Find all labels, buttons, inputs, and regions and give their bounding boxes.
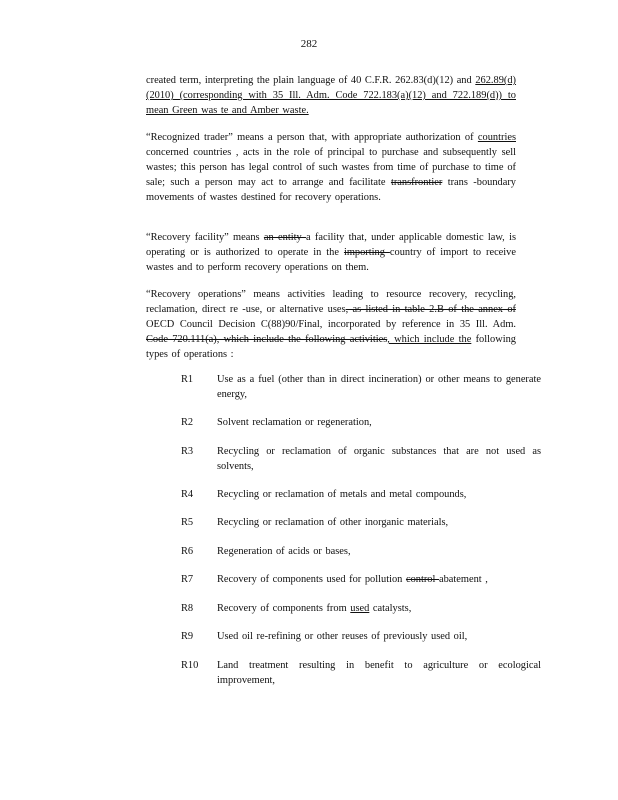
p3-deleted-importing: importing [343,247,390,258]
r8-text-start: Recovery of components from [217,603,351,614]
p4-text-end: following types of operations : [146,334,517,360]
paragraph-recovery-operations [146,287,516,362]
item-code: R6 [181,546,194,557]
item-text [217,572,541,587]
p4-deleted-code-ref: Code 720.111(a), which include the following activities [146,334,388,345]
r8-inserted-used: used [350,603,370,614]
p3-deleted-an-entity: an entity [263,232,306,243]
item-code: R2 [181,417,194,428]
item-text [217,601,541,616]
p4-text-middle: OECD Council Decision C(88)90/Final, incorporated by reference in 35 Ill. Adm. [146,319,516,330]
item-code: R9 [181,631,194,642]
p4-deleted-table-ref: , as listed in table 2.B of the annex of [345,304,516,315]
item-text: Solvent reclamation or regeneration, [217,417,372,428]
item-code: R3 [181,446,194,457]
r8-text-end: catalysts, [369,603,412,614]
page-number: 282 [300,38,318,50]
item-code: R8 [181,603,194,614]
p3-text-end: country of import to receive wastes and to perform recovery operations on them. [146,247,516,273]
p3-text-middle: a facility that, under applicable domestic law, is operating or is authorized to operate in the [146,232,517,258]
item-code: R10 [181,660,199,671]
paragraph-green-amber-waste [146,73,516,118]
p1-text: created term, interpreting the plain language of 40 C.F.R. 262.83(d)(12) and [146,75,472,86]
item-text: Use as a fuel (other than in direct incineration) or other means to generate energy, [217,374,541,400]
r7-text-start: Recovery of components used for pollution [217,574,406,585]
p2-inserted-countries: countries [477,132,516,143]
p1-inserted-text: 262.89(d) (2010) (corresponding with 35 Ill. Adm. Code 722.183(a)(12) and 722.189(d)) to mean Green was te and Amber waste. [146,75,517,116]
item-text: Recycling or reclamation of other inorganic materials, [217,517,449,528]
p2-text-end: trans -boundary movements of wastes destined for recovery operations. [146,177,516,203]
item-code: R7 [181,574,194,585]
r7-deleted-control: control [405,574,439,585]
p4-inserted-which-include: , which include the [387,334,472,345]
p4-text-start: “Recovery operations” means activities leading to resource recovery, recycling, reclamation, direct re -use, or alternative uses [146,289,516,315]
paragraph-recovery-facility [146,230,516,275]
item-code: R5 [181,517,194,528]
item-text: Land treatment resulting in benefit to agriculture or ecological improvement, [217,660,541,686]
p2-text-middle: concerned countries , acts in the role of principal to purchase and subsequently sell wastes; this person has legal control of such wastes from time of purchase to time of sale; such a person may act to arrange and facilitate [146,147,516,188]
p2-deleted-transfrontier: transfrontier [390,177,443,188]
p2-text-start: “Recognized trader” means a person that, with appropriate authorization of [146,132,474,143]
item-text: Recycling or reclamation of metals and metal compounds, [217,489,467,500]
paragraph-recognized-trader [146,130,516,205]
item-text: Regeneration of acids or bases, [217,546,351,557]
item-code: R1 [181,374,194,385]
item-text: Used oil re-refining or other reuses of previously used oil, [217,631,468,642]
item-code: R4 [181,489,194,500]
item-text: Recycling or reclamation of organic substances that are not used as solvents, [217,446,541,472]
p3-text-start: “Recovery facility” means [146,232,264,243]
r7-text-end: abatement , [438,574,488,585]
